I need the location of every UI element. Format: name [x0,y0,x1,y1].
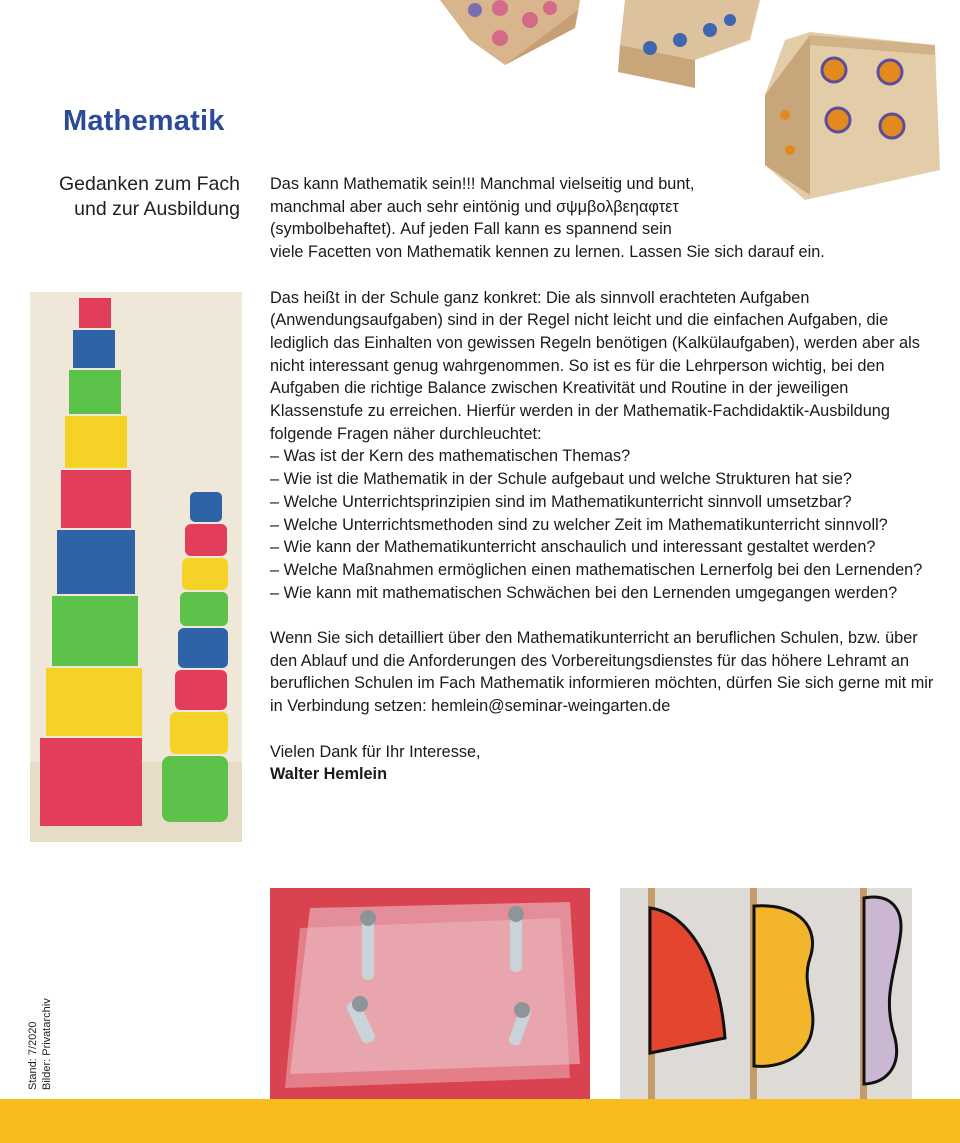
contact-paragraph: Wenn Sie sich detailliert über den Mathematikunterricht an beruflichen Schulen, bzw. über den Ablauf und die Anforderungen des Vorbereitungsdienstes für das höhere Lehramt an beruflichen Schulen im Fach Mathematik informieren möchten, dürfen Sie sich gerne mit mir in Verbindung setzen: hemlein@seminar-weingarten.de [270,629,934,716]
stand-date: Stand: 7/2020 [27,1021,39,1090]
main-text [270,173,940,786]
source-note [26,998,54,1090]
question-item: – Wie kann der Mathematikunterricht anschaulich und interessant gestaltet werden? [270,538,876,557]
intro-line-3: (symbolbehaftet). Auf jeden Fall kann es spannend sein [270,220,672,239]
rotation-shapes-photo [620,888,912,1100]
page-title: Mathematik [63,105,225,137]
intro-line-1: Das kann Mathematik sein!!! Manchmal vielseitig und bunt, [270,175,695,193]
closing-text: Vielen Dank für Ihr Interesse, [270,742,481,761]
signature: Walter Hemlein [270,765,388,784]
intro-paragraph [270,173,740,241]
question-list [270,445,940,604]
stacking-cups-photo [30,292,242,842]
question-item: – Welche Unterrichtsmethoden sind zu welcher Zeit im Mathematikunterricht sinnvoll? [270,515,888,534]
question-item: – Wie kann mit mathematischen Schwächen bei den Lernenden umgegangen werden? [270,583,898,602]
intro-line-4: viele Facetten von Mathematik kennen zu lernen. Lassen Sie sich darauf ein. [270,243,825,262]
question-item: – Wie ist die Mathematik in der Schule aufgebaut und welche Strukturen hat sie? [270,470,852,489]
footer-bar [0,1099,960,1143]
image-credits: Bilder: Privatarchiv [41,998,53,1090]
page-subtitle [20,172,240,222]
die-left [440,0,580,65]
subtitle-line-2: und zur Ausbildung [74,198,240,220]
question-item: – Was ist der Kern des mathematischen Themas? [270,447,631,466]
intro-line-2: manchmal aber auch sehr eintönig und σψμβολβεηαφτετ [270,197,679,216]
question-item: – Welche Unterrichtsprinzipien sind im Mathematikunterricht sinnvoll umsetzbar? [270,492,852,511]
acrylic-plate-photo [270,888,590,1100]
school-paragraph: Das heißt in der Schule ganz konkret: Die als sinnvoll erachteten Aufgaben (Anwendungsaufgaben) sind in der Regel nicht leicht und die einfachen Aufgaben, die lediglich das Einhalten von gewissen Regeln benötigen (Kalkülaufgaben), werden aber als nicht interessant genug wahrgenommen. So ist es für die Lehrperson wichtig, bei den Aufgaben die richtige Balance zwischen Kreativität und Routine in der jeweiligen Klassenstufe zu erreichen. Hierfür werden in der Mathematik-Fachdidaktik-Ausbildung folgende Fragen näher durchleuchtet: [270,288,920,443]
subtitle-line-1: Gedanken zum Fach [58,173,240,195]
question-item: – Welche Maßnahmen ermöglichen einen mathematischen Lernerfolg bei den Lernenden? [270,560,923,579]
die-middle [618,0,760,88]
